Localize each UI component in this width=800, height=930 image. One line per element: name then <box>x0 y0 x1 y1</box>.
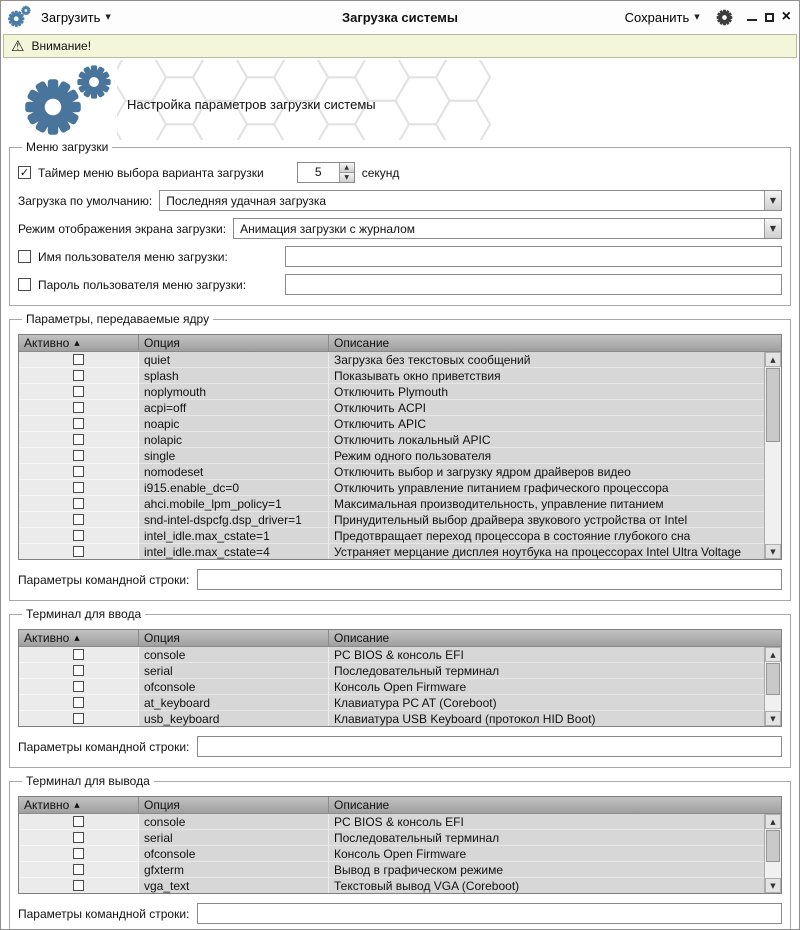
row-active-checkbox[interactable] <box>73 649 84 660</box>
scroll-down-icon[interactable]: ▼ <box>765 878 781 893</box>
table-header <box>19 335 781 352</box>
spin-up-icon[interactable]: ▲ <box>340 163 354 173</box>
row-active-checkbox[interactable] <box>73 434 84 445</box>
description-cell: Текстовый вывод VGA (Coreboot) <box>329 878 781 894</box>
row-active-checkbox[interactable] <box>73 466 84 477</box>
input-terminal-group <box>9 607 791 768</box>
warning-text: Внимание! <box>31 39 92 53</box>
active-cell <box>19 679 139 695</box>
table-row[interactable] <box>19 464 781 480</box>
description-cell: Последовательный терминал <box>329 830 781 846</box>
active-cell <box>19 711 139 727</box>
option-cell: nolapic <box>139 432 329 448</box>
table-body <box>19 814 781 894</box>
table-row[interactable] <box>19 528 781 544</box>
active-cell <box>19 496 139 512</box>
scroll-down-icon[interactable]: ▼ <box>765 544 781 559</box>
kernel-params-group <box>9 312 791 601</box>
cmdline-label: Параметры командной строки: <box>18 572 190 587</box>
timer-checkbox[interactable]: ✓ <box>19 166 30 179</box>
table-row[interactable] <box>19 647 781 663</box>
row-active-checkbox[interactable] <box>73 370 84 381</box>
description-cell: PC BIOS & консоль EFI <box>329 647 781 663</box>
password-label: Пароль пользователя меню загрузки: <box>38 277 247 292</box>
row-active-checkbox[interactable] <box>73 498 84 509</box>
option-cell: ofconsole <box>139 679 329 695</box>
description-cell: Отключить ACPI <box>329 400 781 416</box>
toolbar-right-group <box>619 6 793 29</box>
save-button-label: Сохранить <box>624 9 690 25</box>
kernel-cmdline-input[interactable] <box>197 569 782 590</box>
option-cell: console <box>139 647 329 663</box>
maximize-icon[interactable] <box>765 13 774 22</box>
column-label: Опция <box>144 336 180 350</box>
table-row[interactable] <box>19 679 781 695</box>
column-header-active[interactable] <box>19 335 139 352</box>
description-cell: Устраняет мерцание дисплея ноутбука на процессорах Intel Ultra Voltage <box>329 544 781 560</box>
option-cell: vga_text <box>139 878 329 894</box>
timer-unit: секунд <box>361 165 400 180</box>
window-title: Загрузка системы <box>341 9 459 25</box>
table-row[interactable] <box>19 878 781 894</box>
scrollbar-track[interactable] <box>765 368 781 543</box>
description-cell: Клавиатура PC AT (Coreboot) <box>329 695 781 711</box>
gears-illustration-icon <box>17 63 121 140</box>
option-cell: nomodeset <box>139 464 329 480</box>
option-cell: serial <box>139 830 329 846</box>
column-label: Описание <box>334 798 390 812</box>
display-mode-row <box>18 218 782 239</box>
settings-gear-icon[interactable] <box>716 9 733 26</box>
option-cell: single <box>139 448 329 464</box>
active-cell <box>19 432 139 448</box>
display-mode-value: Анимация загрузки с журналом <box>240 221 416 236</box>
password-row <box>18 274 782 295</box>
kernel-params-table <box>18 334 782 560</box>
active-cell <box>19 830 139 846</box>
vertical-scrollbar[interactable] <box>764 352 781 559</box>
active-cell <box>19 512 139 528</box>
row-active-checkbox[interactable] <box>73 482 84 493</box>
save-button[interactable] <box>619 6 706 29</box>
table-row[interactable] <box>19 512 781 528</box>
scroll-down-icon[interactable]: ▼ <box>765 711 781 726</box>
table-header <box>19 797 781 814</box>
active-cell <box>19 448 139 464</box>
row-active-checkbox[interactable] <box>73 530 84 541</box>
username-row <box>18 246 782 267</box>
row-active-checkbox[interactable] <box>73 697 84 708</box>
cmdline-row <box>18 736 782 757</box>
active-cell <box>19 528 139 544</box>
default-boot-value: Последняя удачная загрузка <box>166 193 327 208</box>
description-cell: Режим одного пользователя <box>329 448 781 464</box>
active-cell <box>19 416 139 432</box>
timer-row <box>18 162 782 183</box>
description-cell: Вывод в графическом режиме <box>329 862 781 878</box>
scrollbar-thumb[interactable] <box>766 663 780 695</box>
close-icon[interactable]: × <box>781 8 791 25</box>
scrollbar-thumb[interactable] <box>766 830 780 862</box>
table-row[interactable] <box>19 663 781 679</box>
option-cell: noplymouth <box>139 384 329 400</box>
description-cell: Отключить локальный APIC <box>329 432 781 448</box>
row-active-checkbox[interactable] <box>73 665 84 676</box>
active-cell <box>19 862 139 878</box>
row-active-checkbox[interactable] <box>73 816 84 827</box>
page-caption: Настройка параметров загрузки системы <box>127 97 376 112</box>
table-row[interactable] <box>19 368 781 384</box>
active-cell <box>19 663 139 679</box>
column-header-description[interactable] <box>329 335 781 352</box>
scroll-up-icon[interactable]: ▲ <box>765 814 781 829</box>
cmdline-label: Параметры командной строки: <box>18 906 190 921</box>
description-cell: Отключить управление питанием графического процессора <box>329 480 781 496</box>
description-cell: Отключить выбор и загрузку ядром драйверов видео <box>329 464 781 480</box>
default-boot-select[interactable] <box>159 190 782 211</box>
row-active-checkbox[interactable] <box>73 713 84 724</box>
username-input[interactable] <box>285 246 782 267</box>
description-cell: Последовательный терминал <box>329 663 781 679</box>
input-terminal-legend: Терминал для ввода <box>26 607 142 621</box>
output-terminal-group <box>9 774 791 930</box>
row-active-checkbox[interactable] <box>73 386 84 397</box>
window-controls <box>747 8 791 25</box>
row-active-checkbox[interactable] <box>73 832 84 843</box>
scrollbar-track[interactable] <box>765 830 781 877</box>
sort-ascending-icon: ▲ <box>74 339 80 347</box>
table-row[interactable] <box>19 384 781 400</box>
column-label: Описание <box>334 631 390 645</box>
column-label: Активно <box>24 798 70 812</box>
scrollbar-thumb[interactable] <box>766 368 780 442</box>
active-cell <box>19 352 139 368</box>
app-logo-gears-icon <box>7 4 31 31</box>
table-row[interactable] <box>19 352 781 368</box>
column-header-option[interactable] <box>139 797 329 814</box>
scroll-up-icon[interactable]: ▲ <box>765 647 781 662</box>
scroll-up-icon[interactable]: ▲ <box>765 352 781 367</box>
table-row[interactable] <box>19 480 781 496</box>
username-checkbox[interactable] <box>18 250 31 263</box>
chevron-down-icon: ▼ <box>764 191 781 210</box>
column-label: Активно <box>24 631 70 645</box>
active-cell <box>19 878 139 894</box>
active-cell <box>19 846 139 862</box>
option-cell: snd-intel-dspcfg.dsp_driver=1 <box>139 512 329 528</box>
option-cell: splash <box>139 368 329 384</box>
active-cell <box>19 544 139 560</box>
password-input[interactable] <box>285 274 782 295</box>
active-cell <box>19 647 139 663</box>
default-boot-label: Загрузка по умолчанию: <box>18 193 153 208</box>
input-terminal-cmdline-input[interactable] <box>197 736 782 757</box>
sort-ascending-icon: ▲ <box>74 801 80 809</box>
row-active-checkbox[interactable] <box>73 514 84 525</box>
timer-label: Таймер меню выбора варианта загрузки <box>38 165 264 180</box>
output-terminal-legend: Терминал для вывода <box>26 774 150 788</box>
column-header-active[interactable] <box>19 797 139 814</box>
active-cell <box>19 814 139 830</box>
description-cell: Консоль Open Firmware <box>329 846 781 862</box>
option-cell: ahci.mobile_lpm_policy=1 <box>139 496 329 512</box>
option-cell: console <box>139 814 329 830</box>
scrollbar-track[interactable] <box>765 663 781 710</box>
row-active-checkbox[interactable] <box>73 848 84 859</box>
column-header-option[interactable] <box>139 630 329 647</box>
column-label: Описание <box>334 336 390 350</box>
column-header-option[interactable] <box>139 335 329 352</box>
table-row[interactable] <box>19 711 781 727</box>
table-header <box>19 630 781 647</box>
description-cell: Отключить Plymouth <box>329 384 781 400</box>
load-button-label: Загрузить <box>41 9 101 25</box>
option-cell: ofconsole <box>139 846 329 862</box>
option-cell: intel_idle.max_cstate=1 <box>139 528 329 544</box>
active-cell <box>19 384 139 400</box>
input-terminal-table <box>18 629 782 727</box>
description-cell: Принудительный выбор драйвера звукового устройства от Intel <box>329 512 781 528</box>
column-header-description[interactable] <box>329 630 781 647</box>
description-cell: Загрузка без текстовых сообщений <box>329 352 781 368</box>
option-cell: gfxterm <box>139 862 329 878</box>
load-button[interactable] <box>35 6 117 29</box>
boot-menu-legend: Меню загрузки <box>26 140 109 154</box>
row-active-checkbox[interactable] <box>73 880 84 891</box>
timer-value: 5 <box>314 165 322 179</box>
password-checkbox[interactable] <box>18 278 31 291</box>
table-body <box>19 352 781 560</box>
description-cell: Предотвращает переход процессора в состояние глубокого сна <box>329 528 781 544</box>
option-cell: intel_idle.max_cstate=4 <box>139 544 329 560</box>
column-header-description[interactable] <box>329 797 781 814</box>
timer-spinbox[interactable] <box>297 162 355 183</box>
description-cell: Показывать окно приветствия <box>329 368 781 384</box>
cmdline-row <box>18 569 782 590</box>
output-terminal-cmdline-input[interactable] <box>197 903 782 924</box>
display-mode-label: Режим отображения экрана загрузки: <box>18 221 227 236</box>
row-active-checkbox[interactable] <box>73 681 84 692</box>
option-cell: noapic <box>139 416 329 432</box>
vertical-scrollbar[interactable] <box>764 647 781 726</box>
kernel-params-legend: Параметры, передаваемые ядру <box>26 312 210 326</box>
warning-icon: ⚠ <box>11 36 25 55</box>
page-header <box>1 60 799 140</box>
table-row[interactable] <box>19 830 781 846</box>
option-cell: serial <box>139 663 329 679</box>
active-cell <box>19 368 139 384</box>
chevron-down-icon: ▼ <box>764 219 781 238</box>
row-active-checkbox[interactable] <box>73 450 84 461</box>
active-cell <box>19 480 139 496</box>
option-cell: acpi=off <box>139 400 329 416</box>
row-active-checkbox[interactable] <box>73 354 84 365</box>
boot-menu-group <box>9 140 791 306</box>
table-row[interactable] <box>19 544 781 560</box>
description-cell: Консоль Open Firmware <box>329 679 781 695</box>
column-header-active[interactable] <box>19 630 139 647</box>
column-label: Опция <box>144 631 180 645</box>
chevron-down-icon: ▼ <box>105 13 111 21</box>
active-cell <box>19 695 139 711</box>
option-cell: i915.enable_dc=0 <box>139 480 329 496</box>
table-row[interactable] <box>19 862 781 878</box>
default-boot-row <box>18 190 782 211</box>
active-cell <box>19 464 139 480</box>
option-cell: usb_keyboard <box>139 711 329 727</box>
table-row[interactable] <box>19 400 781 416</box>
table-row[interactable] <box>19 416 781 432</box>
option-cell: quiet <box>139 352 329 368</box>
active-cell <box>19 400 139 416</box>
table-row[interactable] <box>19 448 781 464</box>
username-label: Имя пользователя меню загрузки: <box>38 249 228 264</box>
description-cell: PC BIOS & консоль EFI <box>329 814 781 830</box>
table-row[interactable] <box>19 432 781 448</box>
description-cell: Максимальная производительность, управление питанием <box>329 496 781 512</box>
warning-banner <box>3 34 797 58</box>
column-label: Активно <box>24 336 70 350</box>
cmdline-row <box>18 903 782 924</box>
row-active-checkbox[interactable] <box>73 546 84 557</box>
description-cell: Клавиатура USB Keyboard (протокол HID Boot) <box>329 711 781 727</box>
toolbar <box>1 1 799 33</box>
description-cell: Отключить APIC <box>329 416 781 432</box>
table-row[interactable] <box>19 814 781 830</box>
table-row[interactable] <box>19 496 781 512</box>
row-active-checkbox[interactable] <box>73 864 84 875</box>
option-cell: at_keyboard <box>139 695 329 711</box>
chevron-down-icon: ▼ <box>694 13 700 21</box>
row-active-checkbox[interactable] <box>73 418 84 429</box>
column-label: Опция <box>144 798 180 812</box>
table-row[interactable] <box>19 846 781 862</box>
table-body <box>19 647 781 727</box>
table-row[interactable] <box>19 695 781 711</box>
minimize-icon[interactable] <box>747 13 757 21</box>
row-active-checkbox[interactable] <box>73 402 84 413</box>
sort-ascending-icon: ▲ <box>74 634 80 642</box>
output-terminal-table <box>18 796 782 894</box>
vertical-scrollbar[interactable] <box>764 814 781 893</box>
spinner-buttons <box>339 163 354 182</box>
spin-down-icon[interactable]: ▼ <box>340 173 354 182</box>
display-mode-select[interactable] <box>233 218 782 239</box>
cmdline-label: Параметры командной строки: <box>18 739 190 754</box>
